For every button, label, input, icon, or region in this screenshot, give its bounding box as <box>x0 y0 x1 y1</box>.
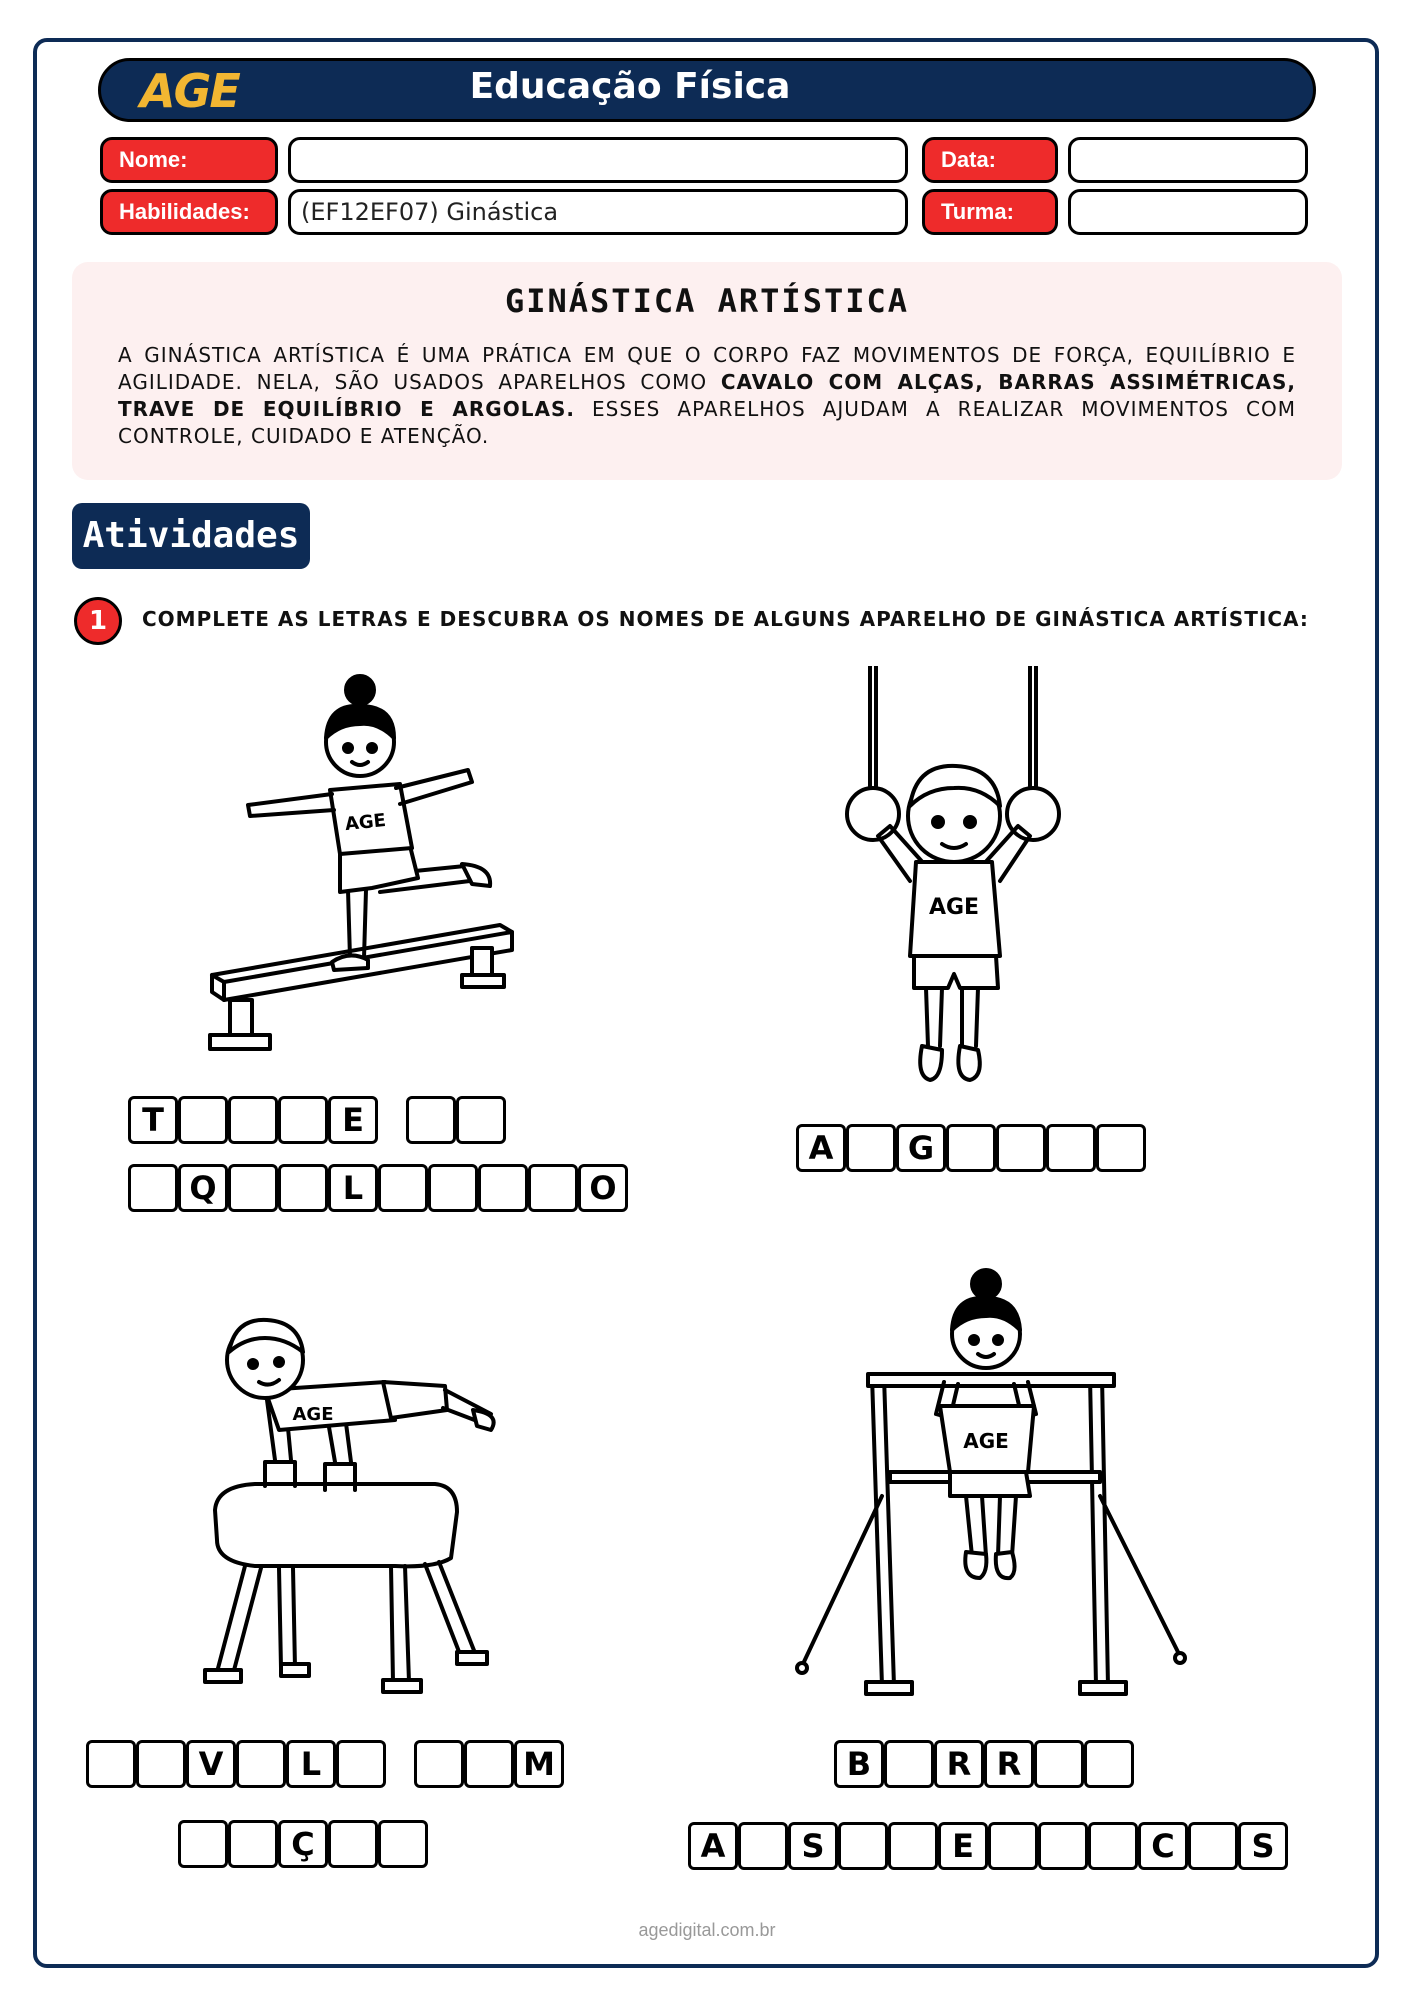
shirt-logo: AGE <box>963 1429 1009 1453</box>
page-title: Educação Física <box>469 66 791 107</box>
letter-box-blank[interactable] <box>414 1740 464 1788</box>
puzzle-3-row-1 <box>86 1740 564 1788</box>
letter-box-given: E <box>328 1096 378 1144</box>
intro-text-part1: A GINÁSTICA ARTÍSTICA É UMA PRÁTICA EM QUE O CORPO FAZ MOVIMENTOS DE FORÇA, EQUILÍBRIO E AGILIDADE. NELA, SÃO USADOS APARELHOS COMO <box>118 343 1296 394</box>
letter-box-given: A <box>688 1822 738 1870</box>
letter-box-blank[interactable] <box>846 1124 896 1172</box>
puzzle-4-row-2 <box>688 1822 1288 1870</box>
letter-box-given: L <box>328 1164 378 1212</box>
intro-text-part2: ESSES APARELHOS AJUDAM A REALIZAR MOVIMENTOS COM CONTROLE, CUIDADO E ATENÇÃO. <box>118 397 1296 448</box>
letter-box-blank[interactable] <box>428 1164 478 1212</box>
letter-box-blank[interactable] <box>86 1740 136 1788</box>
name-field[interactable] <box>288 137 908 183</box>
letter-box-given: R <box>934 1740 984 1788</box>
activities-section-label: Atividades <box>72 503 310 569</box>
shirt-logo: AGE <box>928 895 980 920</box>
letter-box-blank[interactable] <box>464 1740 514 1788</box>
intro-text <box>118 342 1296 450</box>
footer-site: agedigital.com.br <box>638 1920 776 1940</box>
date-label: Data: <box>922 137 1058 183</box>
letter-box-given: R <box>984 1740 1034 1788</box>
letter-box-blank[interactable] <box>1034 1740 1084 1788</box>
puzzle-3-row-2 <box>178 1820 428 1868</box>
letter-box-blank[interactable] <box>1084 1740 1134 1788</box>
class-label: Turma: <box>922 189 1058 235</box>
letter-box-blank[interactable] <box>478 1164 528 1212</box>
letter-box-blank[interactable] <box>378 1164 428 1212</box>
letter-box-blank[interactable] <box>178 1820 228 1868</box>
letter-box-blank[interactable] <box>378 1820 428 1868</box>
letter-box-blank[interactable] <box>946 1124 996 1172</box>
class-field[interactable] <box>1068 189 1308 235</box>
letter-box-blank[interactable] <box>236 1740 286 1788</box>
bars-girl-illustration <box>790 1256 1200 1716</box>
puzzle-1-row-2 <box>128 1164 628 1212</box>
puzzle-1-row-1 <box>128 1096 506 1144</box>
shirt-logo: AGE <box>292 1404 334 1425</box>
letter-box-blank[interactable] <box>528 1164 578 1212</box>
letter-box-blank[interactable] <box>738 1822 788 1870</box>
letter-box-given: M <box>514 1740 564 1788</box>
letter-box-blank[interactable] <box>888 1822 938 1870</box>
letter-box-blank[interactable] <box>884 1740 934 1788</box>
letter-box-blank[interactable] <box>128 1164 178 1212</box>
letter-box-blank[interactable] <box>838 1822 888 1870</box>
letter-box-given: L <box>286 1740 336 1788</box>
letter-box-blank[interactable] <box>328 1820 378 1868</box>
letter-box-blank[interactable] <box>228 1164 278 1212</box>
letter-box-blank[interactable] <box>278 1096 328 1144</box>
letter-box-blank[interactable] <box>1088 1822 1138 1870</box>
name-label: Nome: <box>100 137 278 183</box>
letter-box-blank[interactable] <box>336 1740 386 1788</box>
letter-box-blank[interactable] <box>996 1124 1046 1172</box>
letter-box-given: S <box>788 1822 838 1870</box>
letter-box-given: Ç <box>278 1820 328 1868</box>
question-text: COMPLETE AS LETRAS E DESCUBRA OS NOMES DE ALGUNS APARELHO DE GINÁSTICA ARTÍSTICA: <box>142 607 1309 631</box>
letter-box-given: Q <box>178 1164 228 1212</box>
letter-box-given: V <box>186 1740 236 1788</box>
letter-box-blank[interactable] <box>406 1096 456 1144</box>
letter-box-blank[interactable] <box>136 1740 186 1788</box>
balance-beam-girl-illustration <box>200 670 560 1070</box>
letter-box-blank[interactable] <box>988 1822 1038 1870</box>
letter-box-given: O <box>578 1164 628 1212</box>
letter-box-blank[interactable] <box>228 1096 278 1144</box>
letter-box-blank[interactable] <box>178 1096 228 1144</box>
letter-box-given: C <box>1138 1822 1188 1870</box>
question-number-badge: 1 <box>74 597 122 645</box>
letter-box-blank[interactable] <box>228 1820 278 1868</box>
letter-box-given: A <box>796 1124 846 1172</box>
age-logo: AGE <box>140 64 239 118</box>
letter-box-given: S <box>1238 1822 1288 1870</box>
shirt-logo: AGE <box>343 809 387 836</box>
puzzle-4-row-1 <box>834 1740 1134 1788</box>
letter-box-given: E <box>938 1822 988 1870</box>
letter-box-blank[interactable] <box>1046 1124 1096 1172</box>
skills-field[interactable]: (EF12EF07) Ginástica <box>288 189 908 235</box>
rings-boy-illustration <box>830 666 1130 1096</box>
letter-box-blank[interactable] <box>278 1164 328 1212</box>
intro-text-apparatus: CAVALO COM ALÇAS, BARRAS ASSIMÉTRICAS, TRAVE DE EQUILÍBRIO E ARGOLAS. <box>118 370 1296 421</box>
pommel-horse-boy-illustration <box>195 1290 505 1720</box>
skills-label: Habilidades: <box>100 189 278 235</box>
letter-box-blank[interactable] <box>1038 1822 1088 1870</box>
letter-box-blank[interactable] <box>1096 1124 1146 1172</box>
letter-box-given: T <box>128 1096 178 1144</box>
letter-box-blank[interactable] <box>1188 1822 1238 1870</box>
puzzle-2-row-1 <box>796 1124 1146 1172</box>
date-field[interactable] <box>1068 137 1308 183</box>
letter-box-given: B <box>834 1740 884 1788</box>
letter-box-blank[interactable] <box>456 1096 506 1144</box>
letter-box-given: G <box>896 1124 946 1172</box>
intro-title: GINÁSTICA ARTÍSTICA <box>504 282 910 320</box>
